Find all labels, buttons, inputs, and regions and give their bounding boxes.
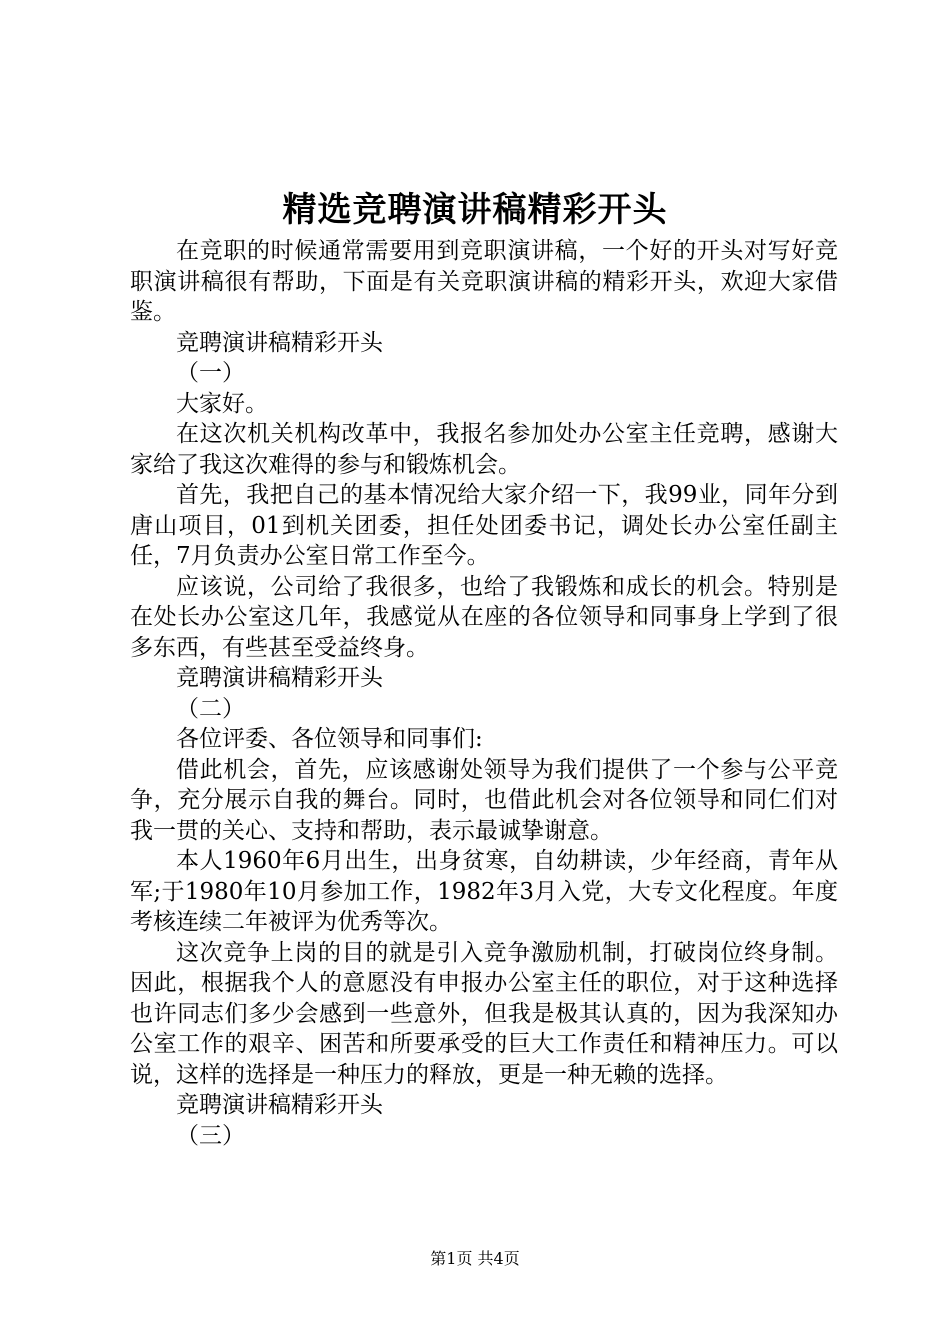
section-number: （三） [176,1122,245,1149]
paragraph: 各位评委、各位领导和同事们: [176,726,483,752]
paragraph: 这次竞争上岗的目的就是引入竞争激励机制，打破岗位终身制。因此，根据我个人的意愿没有申报办公室主任的职位，对于这种选择也许同志们多少会感到一些意外，但我是极其认真的，因为我深知办公室工作的艰辛、困苦和所要承受的巨大工作责任和精神压力。可以说，这样的选择是一种压力的释放，更是一种无赖的选择。 [130,939,838,1088]
paragraph: 首先，我把自己的基本情况给大家介绍一下，我99业，同年分到唐山项目，01到机关团委，担任处团委书记，调处长办公室任副主任，7月负责办公室日常工作至今。 [130,482,838,569]
paragraph: 在这次机关机构改革中，我报名参加处办公室主任竞聘，感谢大家给了我这次难得的参与和锻炼机会。 [130,421,838,478]
document-body [130,236,838,1151]
section-number: （一） [176,360,245,386]
paragraph-intro: 在竞职的时候通常需要用到竞职演讲稿，一个好的开头对写好竞职演讲稿很有帮助，下面是有关竞职演讲稿的精彩开头，欢迎大家借鉴。 [130,238,838,325]
page-footer: 第1页 共4页 [430,1249,520,1268]
paragraph: 大家好。 [176,390,268,417]
section-number: （二） [176,695,245,722]
section-heading: 竞聘演讲稿精彩开头 [176,1092,383,1118]
section-heading: 竞聘演讲稿精彩开头 [176,329,383,356]
document-title: 精选竞聘演讲稿精彩开头 [282,190,668,230]
section-heading: 竞聘演讲稿精彩开头 [176,665,383,691]
paragraph: 本人1960年6月出生，出身贫寒，自幼耕读，少年经商，青年从军;于1980年10月参加工作，1982年3月入党，大专文化程度。年度考核连续二年被评为优秀等次。 [130,848,838,935]
paragraph: 应该说，公司给了我很多，也给了我锻炼和成长的机会。特别是在处长办公室这几年，我感觉从在座的各位领导和同事身上学到了很多东西，有些甚至受益终身。 [130,573,838,661]
paragraph: 借此机会，首先，应该感谢处领导为我们提供了一个参与公平竞争，充分展示自我的舞台。同时，也借此机会对各位领导和同仁们对我一贯的关心、支持和帮助，表示最诚挚谢意。 [130,756,838,844]
